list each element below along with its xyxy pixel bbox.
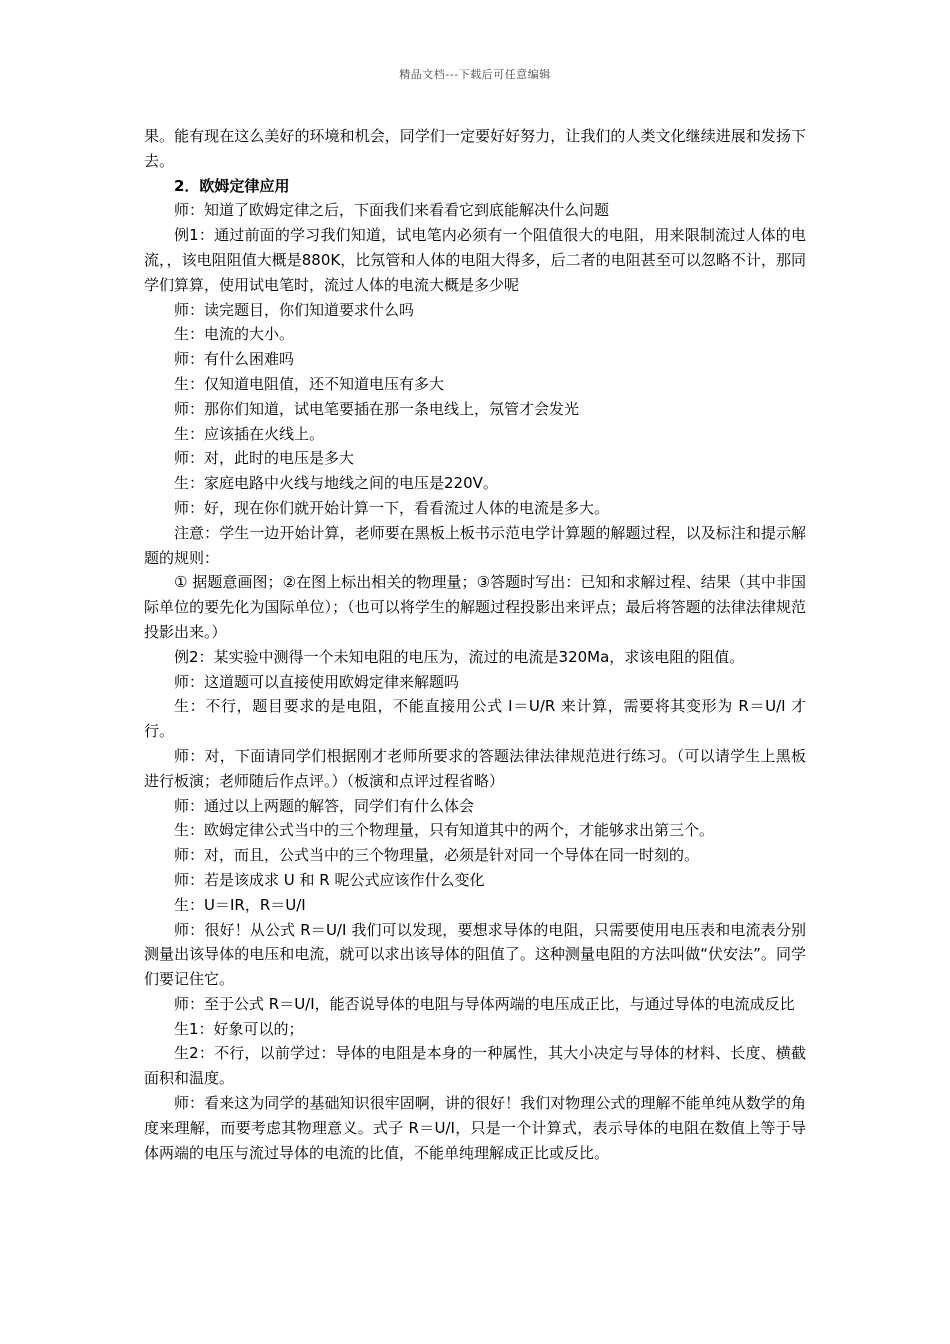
paragraph: 生：家庭电路中火线与地线之间的电压是220V。 (174, 474, 498, 493)
paragraph: 师：若是该成求 U 和 R 呢公式应该作什么变化 (174, 870, 485, 889)
paragraph: 生：欧姆定律公式当中的三个物理量，只有知道其中的两个，才能够求出第三个。 (174, 821, 715, 840)
paragraph: 果。能有现在这么美好的环境和机会，同学们一定要好好努力，让我们的人类文化继续进展和发扬下去。 (144, 127, 806, 170)
paragraph: 师：这道题可以直接使用欧姆定律来解题吗 (174, 672, 460, 691)
paragraph: 师：看来这为同学的基础知识很牢固啊，讲的很好！我们对物理公式的理解不能单纯从数学的角度来理解，而要考虑其物理意义。式子 R＝U/I，只是一个计算式，表示导体的电阻在数值上等于导体两端的电压与流过导体的电流的比值，不能单纯理解成正比或反比。 (144, 1094, 806, 1162)
paragraph: 师：那你们知道，试电笔要插在那一条电线上，氖管才会发光 (174, 399, 580, 418)
paragraph: 生1：好象可以的； (174, 1019, 304, 1038)
paragraph: 师：通过以上两题的解答，同学们有什么体会 (174, 796, 475, 815)
section-heading: 2．欧姆定律应用 (174, 176, 290, 195)
paragraph: 生：仅知道电阻值，还不知道电压有多大 (174, 374, 445, 393)
paragraph: 例1：通过前面的学习我们知道，试电笔内必须有一个阻值很大的电阻，用来限制流过人体的电流，，该电阻阻值大概是880K，比氖管和人体的电阻大得多，后二者的电阻甚至可以忽略不计，那同学们算算，使用试电笔时，流过人体的电流大概是多少呢 (144, 226, 806, 294)
paragraph: 生2：不行，以前学过：导体的电阻是本身的一种属性，其大小决定与导体的材料、长度、横截面积和温度。 (144, 1044, 806, 1088)
paragraph: 师：对，下面请同学们根据刚才老师所要求的答题法律法律规范进行练习。（可以请学生上黑板进行板演；老师随后作点评。）（板演和点评过程省略） (144, 746, 806, 790)
paragraph: 生：应该插在火线上。 (174, 424, 325, 443)
paragraph: 生：电流的大小。 (174, 325, 295, 344)
page-header: 精品文档---下载后可任意编辑 (399, 68, 551, 81)
paragraph: 师：有什么困难吗 (174, 350, 295, 369)
paragraph: 师：至于公式 R＝U/I，能否说导体的电阻与导体两端的电压成正比，与通过导体的电流成反比 (174, 994, 795, 1013)
paragraph: 师：对，而且，公式当中的三个物理量，必须是针对同一个导体在同一时刻的。 (174, 846, 700, 865)
paragraph: 师：很好！从公式 R＝U/I 我们可以发现，要想求导体的电阻，只需要使用电压表和电流表分别测量出该导体的电压和电流，就可以求出该导体的阻值了。这种测量电阻的方法叫做“伏安法”。同学们要记住它。 (144, 920, 806, 989)
paragraph: 生：不行，题目要求的是电阻，不能直接用公式 I＝U/R 来计算，需要将其变形为 R＝U/I 才行。 (144, 697, 806, 741)
paragraph: 例2：某实验中测得一个未知电阻的电压为，流过的电流是320Ma，求该电阻的阻值。 (174, 647, 745, 666)
paragraph: 师：读完题目，你们知道要求什么吗 (174, 300, 415, 319)
document-body (144, 124, 806, 1165)
paragraph: 注意：学生一边开始计算，老师要在黑板上板书示范电学计算题的解题过程，以及标注和提示解题的规则： (144, 523, 806, 567)
paragraph: 师：知道了欧姆定律之后，下面我们来看看它到底能解决什么问题 (174, 201, 610, 220)
paragraph: 师：对，此时的电压是多大 (174, 449, 355, 468)
paragraph: 生：U＝IR，R＝U/I (174, 895, 306, 914)
paragraph: ① 据题意画图；②在图上标出相关的物理量；③答题时写出：已知和求解过程、结果（其中非国际单位的要先化为国际单位）；（也可以将学生的解题过程投影出来评点；最后将答题的法律法律规范投影出来。） (144, 573, 806, 641)
paragraph: 师：好，现在你们就开始计算一下，看看流过人体的电流是多大。 (174, 498, 610, 517)
